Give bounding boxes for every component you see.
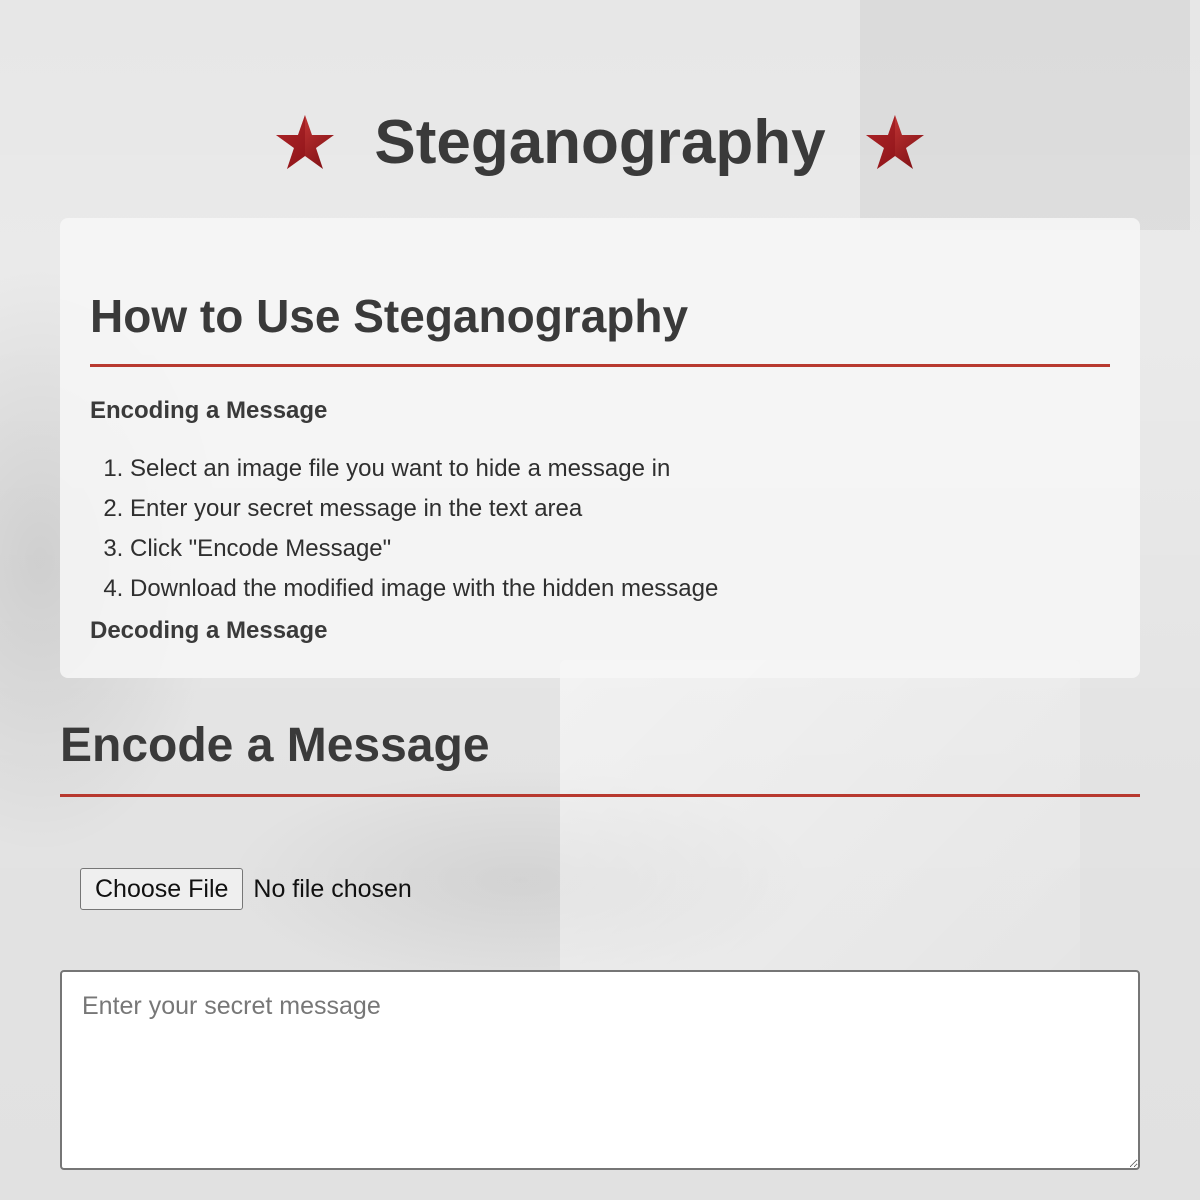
star-icon: [274, 113, 336, 171]
choose-file-button[interactable]: Choose File: [80, 868, 243, 910]
site-title: Steganography: [374, 107, 826, 177]
file-picker: [80, 868, 412, 910]
encode-section-title: Encode a Message: [60, 719, 490, 772]
file-status-text: No file chosen: [253, 874, 412, 903]
encoding-heading: Encoding a Message: [90, 397, 328, 424]
step-item: 2. Enter your secret message in the text area: [130, 489, 1110, 529]
divider: [90, 364, 1110, 367]
instructions-title: How to Use Steganography: [90, 290, 689, 342]
encoding-steps: [90, 449, 1110, 609]
step-item: 3. Click "Encode Message": [130, 529, 1110, 569]
secret-message-input[interactable]: [60, 970, 1140, 1170]
star-icon: [864, 113, 926, 171]
decoding-heading: Decoding a Message: [90, 617, 328, 644]
step-item: 4. Download the modified image with the hidden message: [130, 569, 1110, 609]
step-item: 1. Select an image file you want to hide a message in: [130, 449, 1110, 489]
divider: [60, 794, 1140, 797]
site-header: [0, 100, 1200, 184]
instructions-panel[interactable]: [60, 218, 1140, 678]
